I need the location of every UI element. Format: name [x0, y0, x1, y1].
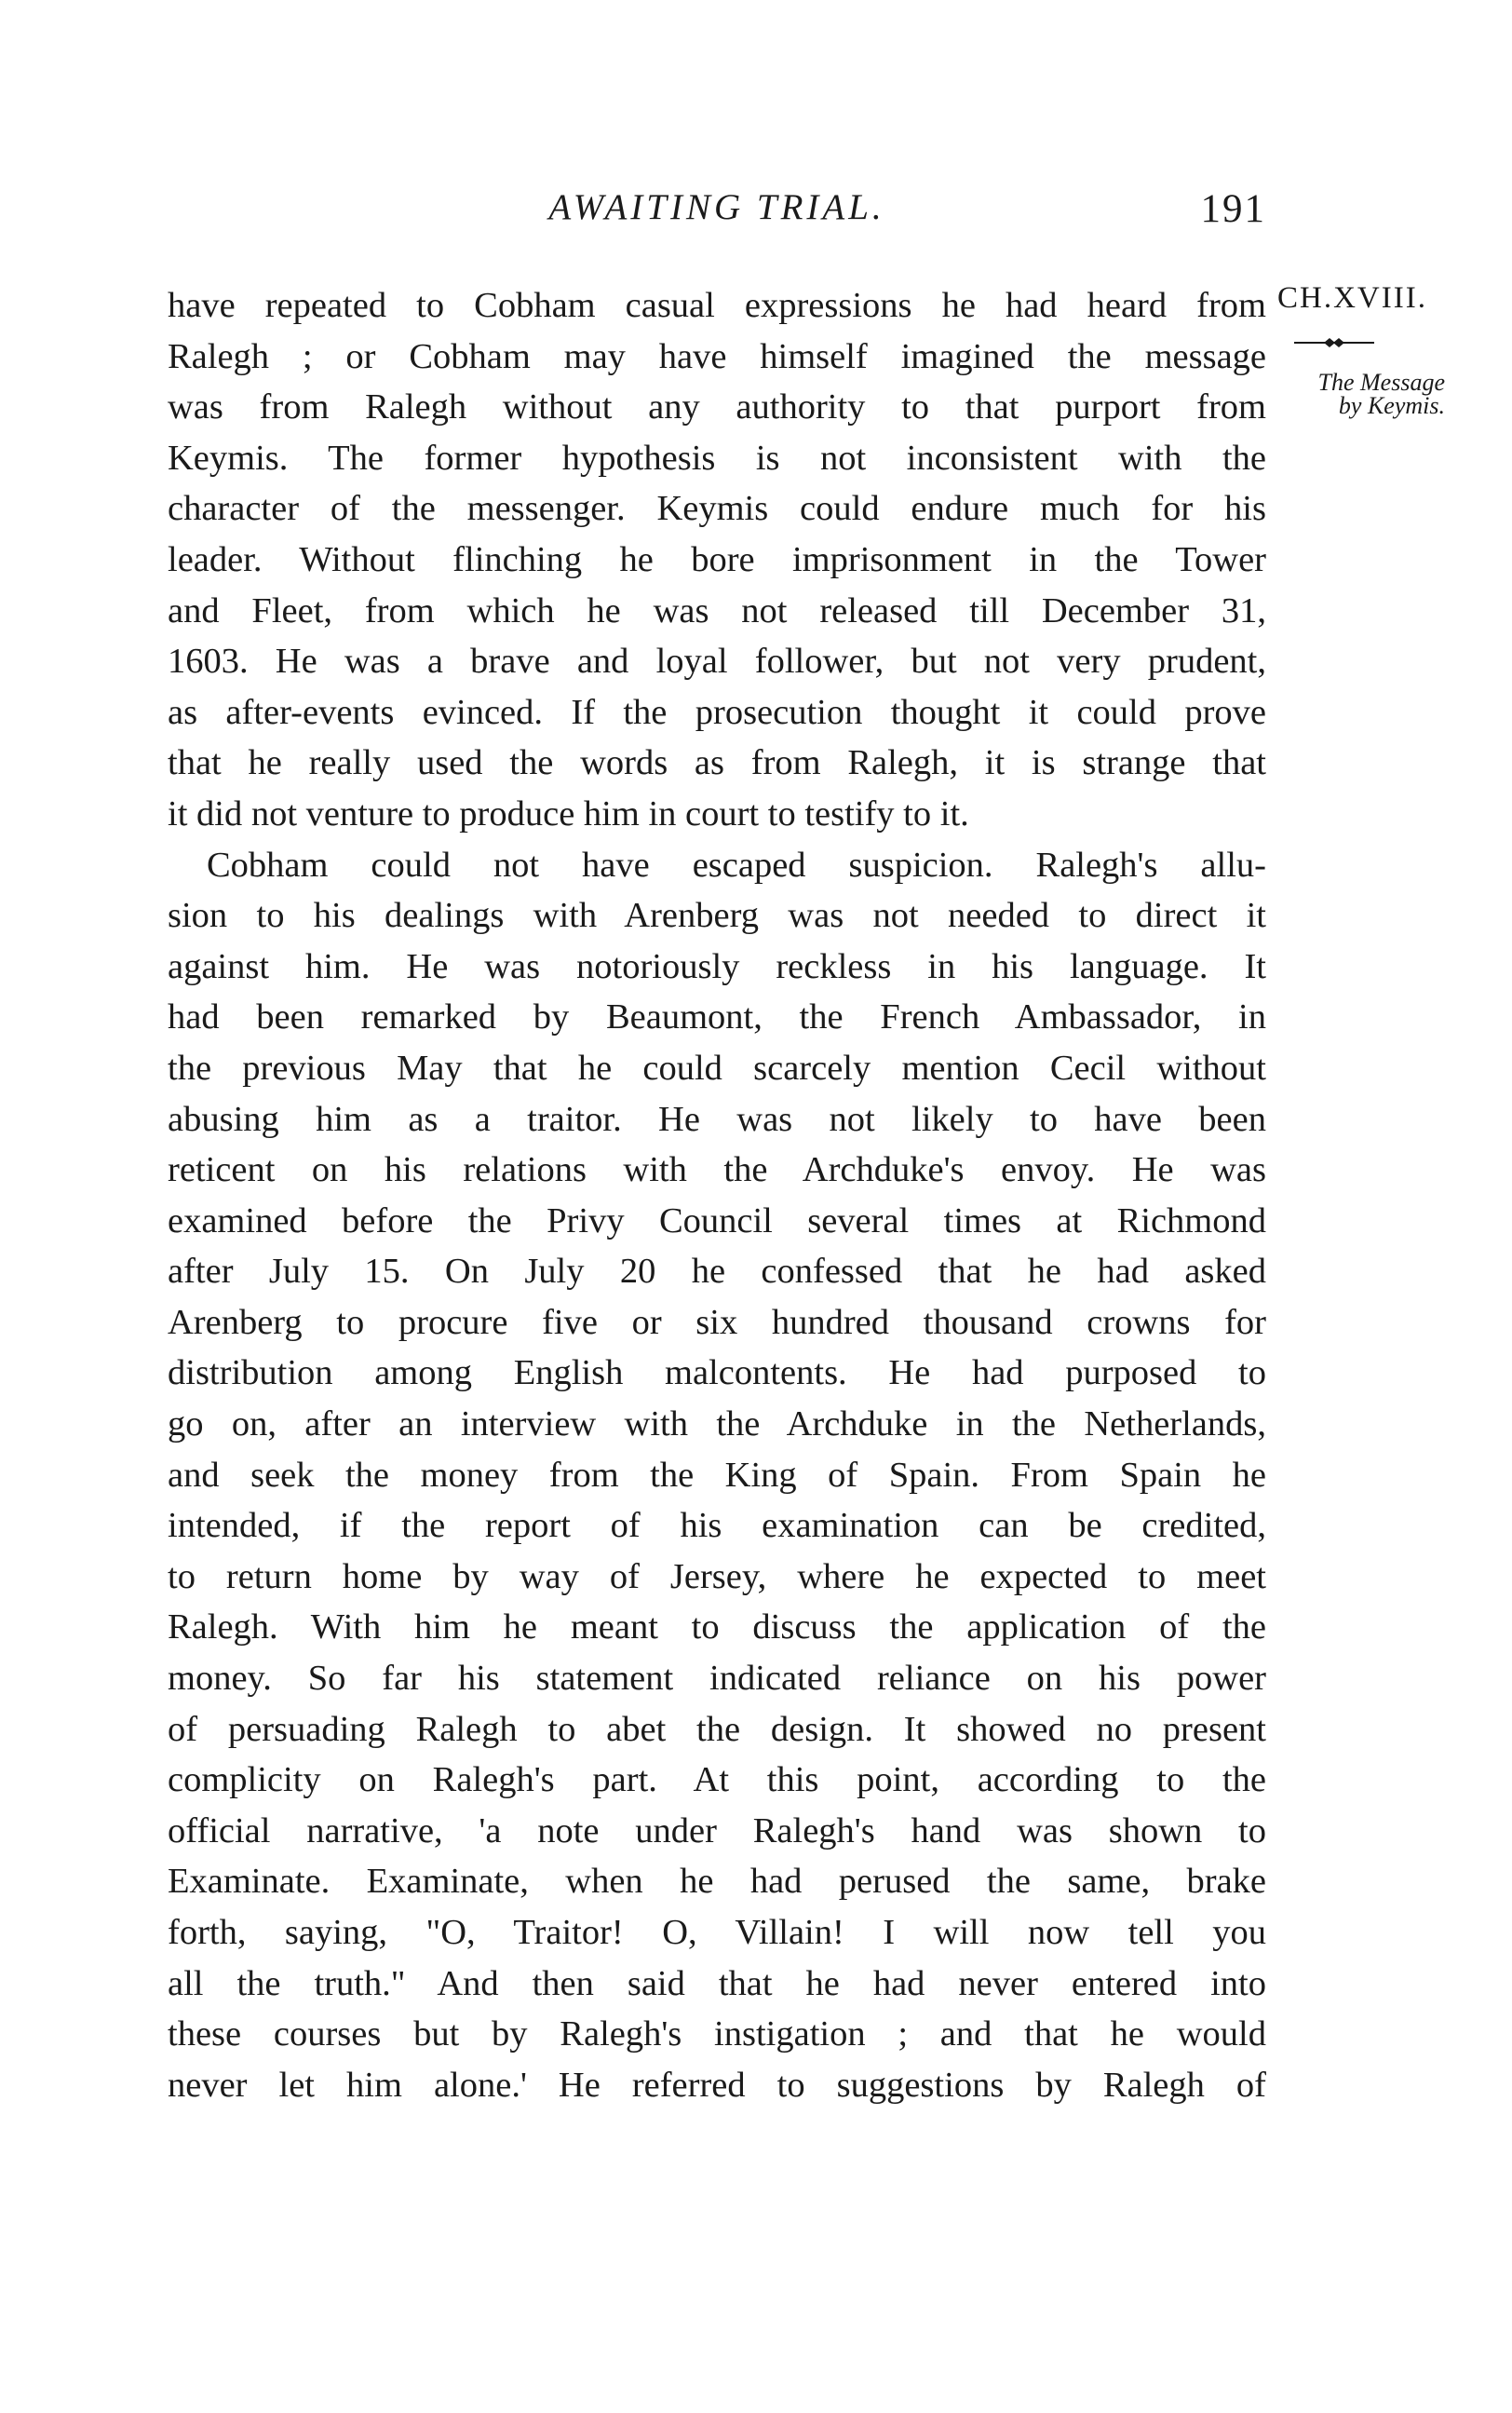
text-line: leader. Without flinching he bore imprisonment in the Tower	[168, 539, 1266, 579]
body-text	[168, 280, 1266, 2110]
running-title: AWAITING TRIAL.	[548, 187, 885, 227]
paragraph	[168, 280, 1266, 840]
text-line: complicity on Ralegh's part. At this point, according to the	[168, 1760, 1266, 1800]
text-line: had been remarked by Beaumont, the French Ambassador, in	[168, 997, 1266, 1037]
text-line: all the truth." And then said that he had never entered into	[168, 1963, 1266, 2003]
text-line: to return home by way of Jersey, where he expected to meet	[168, 1556, 1266, 1596]
text-line: character of the messenger. Keymis could endure much for his	[168, 489, 1266, 529]
text-line: it did not venture to produce him in court to testify to it.	[168, 793, 969, 834]
text-line: distribution among English malcontents. He had purposed to	[168, 1353, 1266, 1393]
text-line: of persuading Ralegh to abet the design. It showed no present	[168, 1709, 1266, 1749]
text-line: go on, after an interview with the Archduke in the Netherlands,	[168, 1404, 1266, 1444]
paragraph	[168, 840, 1266, 2111]
text-line: reticent on his relations with the Archduke's envoy. He was	[168, 1150, 1266, 1190]
text-line: examined before the Privy Council several times at Richmond	[168, 1200, 1266, 1240]
text-line: these courses but by Ralegh's instigation ; and that he would	[168, 2014, 1266, 2054]
text-line: Ralegh ; or Cobham may have himself imagined the message	[168, 336, 1266, 376]
text-line: money. So far his statement indicated reliance on his power	[168, 1659, 1266, 1699]
text-line: and seek the money from the King of Spain. From Spain he	[168, 1455, 1266, 1495]
text-line: never let him alone.' He referred to suggestions by Ralegh of	[168, 2065, 1266, 2105]
text-line: official narrative, 'a note under Ralegh's hand was shown to	[168, 1810, 1266, 1850]
text-line: sion to his dealings with Arenberg was not needed to direct it	[168, 896, 1266, 936]
text-line: as after-events evinced. If the prosecution thought it could prove	[168, 692, 1266, 732]
text-line: and Fleet, from which he was not released till December 31,	[168, 590, 1266, 630]
margin-chapter-label: CH.XVIII.	[1277, 281, 1427, 315]
text-line: against him. He was notoriously reckless in his language. It	[168, 946, 1266, 986]
text-line: was from Ralegh without any authority to that purport from	[168, 387, 1266, 427]
text-line: forth, saying, "O, Traitor! O, Villain! I will now tell you	[168, 1913, 1266, 1952]
margin-note	[1274, 371, 1445, 417]
text-line: abusing him as a traitor. He was not likely to have been	[168, 1099, 1266, 1139]
text-line: Keymis. The former hypothesis is not inconsistent with the	[168, 438, 1266, 478]
margin-note-line: by Keymis.	[1338, 392, 1445, 419]
text-line: Ralegh. With him he meant to discuss the application of the	[168, 1607, 1266, 1647]
text-line: Cobham could not have escaped suspicion. Ralegh's allu-	[207, 845, 1266, 885]
text-line: Examinate. Examinate, when he had perused the same, brake	[168, 1862, 1266, 1902]
text-line: intended, if the report of his examination can be credited,	[168, 1506, 1266, 1546]
ornament-dash-icon	[1292, 335, 1376, 350]
text-line: 1603. He was a brave and loyal follower, but not very prudent,	[168, 642, 1266, 682]
text-line: that he really used the words as from Ralegh, it is strange that	[168, 743, 1266, 783]
text-line: after July 15. On July 20 he confessed that he had asked	[168, 1252, 1266, 1292]
text-line: have repeated to Cobham casual expressions he had heard from	[168, 286, 1266, 325]
running-head	[168, 186, 1266, 242]
text-line: the previous May that he could scarcely mention Cecil without	[168, 1048, 1266, 1088]
page-number: 191	[1200, 187, 1266, 231]
margin-note-line: The Message	[1317, 369, 1445, 396]
text-line: Arenberg to procure five or six hundred thousand crowns for	[168, 1302, 1266, 1342]
